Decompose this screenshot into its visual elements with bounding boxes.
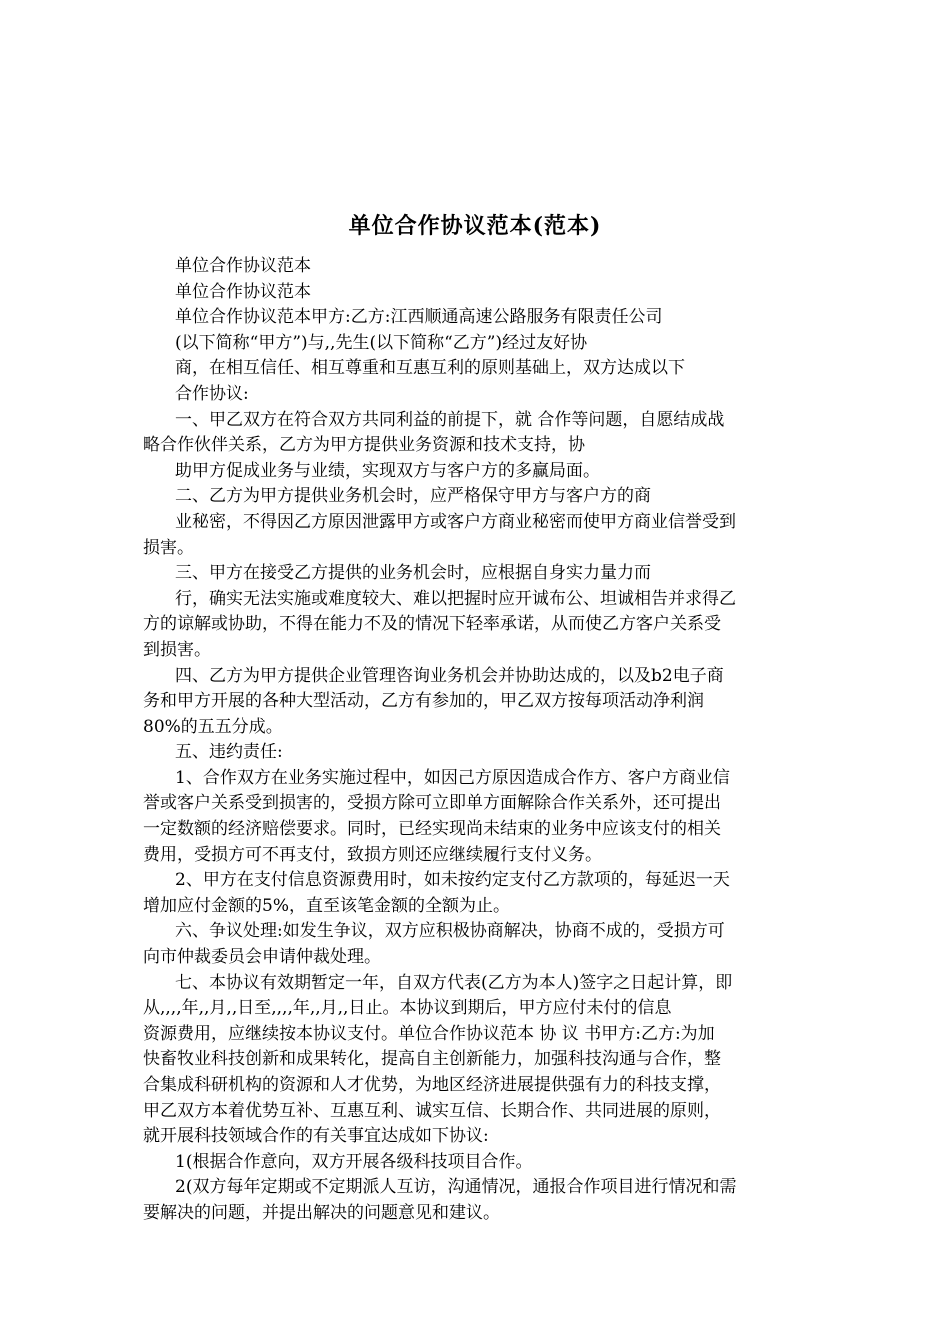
body-line: 七、本协议有效期暂定一年，自双方代表(乙方为本人)签字之日起计算，即 — [175, 972, 733, 993]
body-line: 快畜牧业科技创新和成果转化，提高自主创新能力，加强科技沟通与合作，整 — [143, 1049, 721, 1070]
body-line: 从,,,,年,,月,,日至,,,,年,,月,,日止。本协议到期后，甲方应付未付的信息 — [143, 998, 672, 1019]
body-line: 到损害。 — [143, 639, 211, 660]
body-line: 四、乙方为甲方提供企业管理咨询业务机会并协助达成的，以及b2电子商 — [175, 665, 724, 686]
body-line: 单位合作协议范本 — [175, 256, 311, 276]
body-line: 一、甲乙双方在符合双方共同利益的前提下，就 合作等问题，自愿结成战 — [175, 409, 725, 430]
body-line: 合集成科研机构的资源和人才优势，为地区经济进展提供强有力的科技支撑， — [143, 1075, 721, 1095]
body-line: 一定数额的经济赔偿要求。同时，已经实现尚未结束的业务中应该支付的相关 — [143, 819, 721, 840]
body-line: 要解决的问题，并提出解决的问题意见和建议。 — [143, 1202, 500, 1223]
body-line: 助甲方促成业务与业绩，实现双方与客户方的多赢局面。 — [175, 460, 600, 481]
body-line: 2、甲方在支付信息资源费用时，如未按约定支付乙方款项的，每延迟一天 — [175, 870, 730, 891]
document-body — [143, 254, 808, 1227]
body-line: 80%的五五分成。 — [143, 716, 283, 737]
body-line: 三、甲方在接受乙方提供的业务机会时，应根据自身实力量力而 — [175, 563, 651, 584]
body-line: 业秘密，不得因乙方原因泄露甲方或客户方商业秘密而使甲方商业信誉受到 — [175, 511, 736, 532]
body-line: 合作协议: — [175, 383, 249, 404]
body-line: 增加应付金额的5%，直至该笔金额的全额为止。 — [143, 895, 510, 916]
body-line: 方的谅解或协助，不得在能力不及的情况下轻率承诺，从而使乙方客户关系受 — [143, 614, 721, 635]
document-title: 单位合作协议范本(范本) — [348, 213, 602, 239]
body-line: 向市仲裁委员会申请仲裁处理。 — [143, 947, 381, 968]
body-line: 损害。 — [143, 537, 194, 558]
body-line: 务和甲方开展的各种大型活动，乙方有参加的，甲乙双方按每项活动净利润 — [143, 691, 704, 712]
body-line: 2(双方每年定期或不定期派人互访，沟通情况，通报合作项目进行情况和需 — [175, 1177, 737, 1198]
body-line: 资源费用，应继续按本协议支付。单位合作协议范本 协 议 书甲方:乙方:为加 — [143, 1023, 715, 1044]
body-line: 商，在相互信任、相互尊重和互惠互利的原则基础上，双方达成以下 — [175, 358, 685, 379]
body-line: 1(根据合作意向，双方开展各级科技项目合作。 — [175, 1151, 533, 1172]
body-line: 六、争议处理:如发生争议，双方应积极协商解决，协商不成的，受损方可 — [175, 921, 725, 942]
body-line: 二、乙方为甲方提供业务机会时，应严格保守甲方与客户方的商 — [175, 486, 651, 507]
body-line: 略合作伙伴关系，乙方为甲方提供业务资源和技术支持，协 — [143, 435, 585, 456]
body-line: 行，确实无法实施或难度较大、难以把握时应开诚布公、坦诚相告并求得乙 — [175, 588, 736, 609]
body-line: 费用，受损方可不再支付，致损方则还应继续履行支付义务。 — [143, 844, 602, 865]
body-line: 1、合作双方在业务实施过程中，如因己方原因造成合作方、客户方商业信 — [175, 767, 730, 788]
body-line: 就开展科技领域合作的有关事宜达成如下协议: — [143, 1126, 489, 1147]
body-line: 单位合作协议范本 — [175, 281, 311, 302]
body-line: 誉或客户关系受到损害的，受损方除可立即单方面解除合作关系外，还可提出 — [143, 793, 721, 814]
body-line: (以下简称“甲方”)与,,先生(以下简称“乙方”)经过友好协 — [175, 332, 588, 353]
body-line: 单位合作协议范本甲方:乙方:江西顺通高速公路服务有限责任公司 — [175, 307, 663, 328]
body-line: 五、违约责任: — [175, 742, 283, 763]
body-line: 甲乙双方本着优势互补、互惠互利、诚实互信、长期合作、共同进展的原则， — [143, 1100, 721, 1121]
